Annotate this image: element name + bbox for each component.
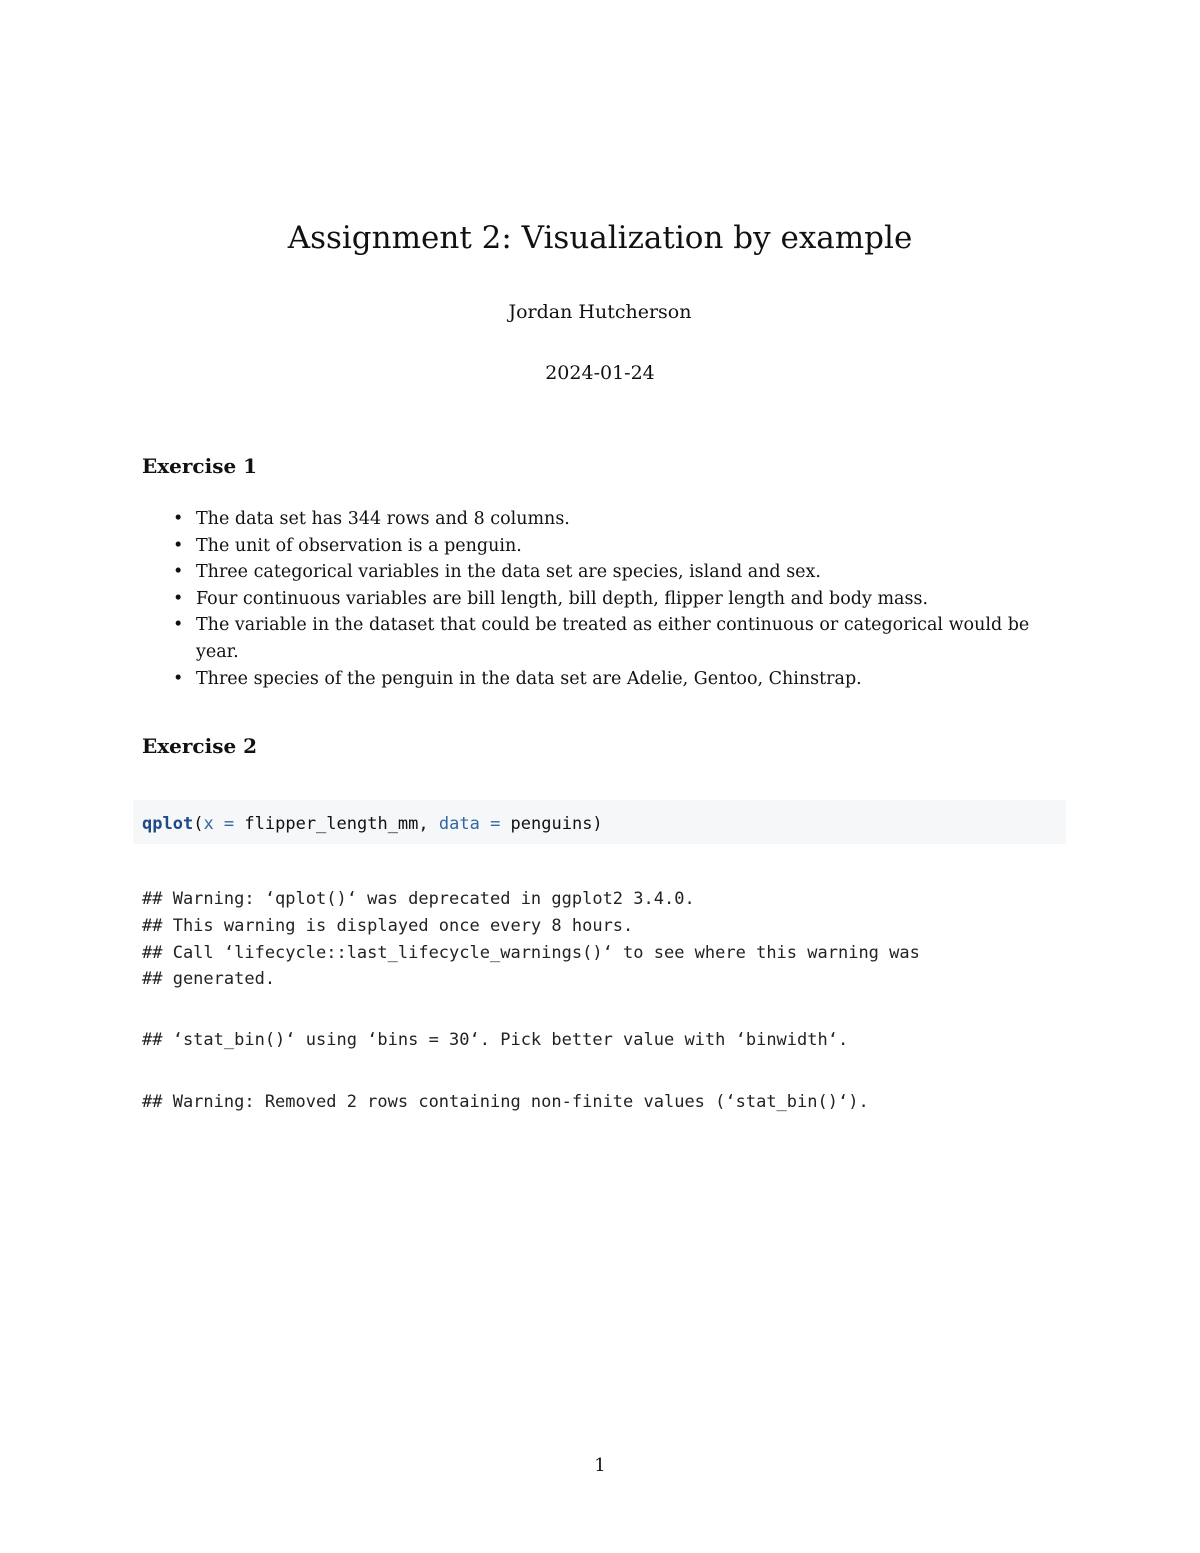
exercise-1-bullet-list <box>142 506 1072 692</box>
code-output-removed-rows-warning: ## Warning: Removed 2 rows containing non-finite values (‘stat_bin()‘). <box>142 1092 869 1112</box>
bullet-icon: • <box>173 535 184 556</box>
exercise-2-heading: Exercise 2 <box>142 734 258 758</box>
bullet-icon: • <box>173 509 184 529</box>
code-output-stat-bin-message: ## ‘stat_bin()‘ using ‘bins = 30‘. Pick better value with ‘binwidth‘. <box>142 1030 849 1050</box>
bullet-text: The data set has 344 rows and 8 columns. <box>196 509 570 529</box>
bullet-text: Three species of the penguin in the data set are Adelie, Gentoo, Chinstrap. <box>196 668 862 689</box>
code-arg-x-operator: = <box>213 814 245 834</box>
bullet-text: Three categorical variables in the data set are species, island and sex. <box>196 562 821 583</box>
code-line <box>142 813 603 835</box>
bullet-text: Four continuous variables are bill length, bill depth, flipper length and body mass. <box>196 588 929 609</box>
exercise-1-heading: Exercise 1 <box>142 454 258 478</box>
list-item <box>142 533 1072 560</box>
code-arg-data-operator: = <box>479 814 511 834</box>
page-number: 1 <box>594 1455 606 1476</box>
bullet-text: The unit of observation is a penguin. <box>196 535 522 556</box>
code-function-name: qplot <box>142 814 194 834</box>
list-item <box>142 666 1072 693</box>
code-block <box>133 800 1066 844</box>
document-author: Jordan Hutcherson <box>508 301 692 323</box>
code-output-deprecation-warning: ## Warning: ‘qplot()‘ was deprecated in ggplot2 3.4.0. ## This warning is displayed once every 8 hours. ## Call ‘lifecycle::last_lifecycle_warnings()‘ to see where this warning was ## generated. <box>142 889 920 990</box>
code-arg-data-name: data <box>438 814 480 834</box>
list-item <box>142 586 1072 613</box>
bullet-icon: • <box>173 562 184 583</box>
list-item <box>142 506 1072 533</box>
document-title: Assignment 2: Visualization by example <box>287 220 913 256</box>
code-arg-x-name: x <box>203 814 214 834</box>
bullet-icon: • <box>173 615 184 636</box>
list-item <box>142 559 1072 586</box>
code-arg-data-value: penguins) <box>510 814 603 834</box>
code-arg-x-value: flipper_length_mm, <box>244 814 439 834</box>
code-open-paren: ( <box>193 814 204 834</box>
bullet-icon: • <box>173 588 184 609</box>
document-date: 2024-01-24 <box>545 362 655 384</box>
list-item <box>142 612 1072 665</box>
bullet-icon: • <box>173 668 184 689</box>
bullet-text: The variable in the dataset that could be treated as either continuous or categorical would be year. <box>196 615 1030 662</box>
